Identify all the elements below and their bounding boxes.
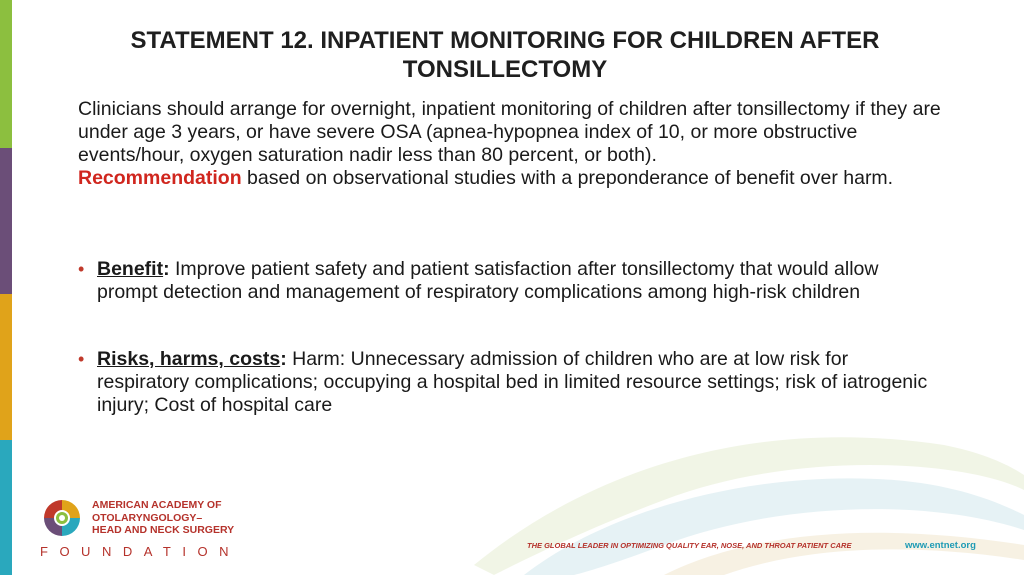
org-line: HEAD AND NECK SURGERY xyxy=(92,524,235,536)
recommendation-label: Recommendation xyxy=(78,167,242,189)
side-color-bar xyxy=(0,0,12,575)
bullet-colon: : xyxy=(280,348,287,370)
bullet-benefit xyxy=(78,258,938,304)
slide-title: STATEMENT 12. INPATIENT MONITORING FOR CHILDREN AFTER TONSILLECTOMY xyxy=(130,27,880,83)
bullet-risks xyxy=(78,348,938,417)
statement-text xyxy=(78,98,958,190)
bullet-text: Harm: Unnecessary admission of children who are at low risk for respiratory complications; occupying a hospital bed in limited resource settings; risk of iatrogenic injury; Cost of hospital care xyxy=(97,348,928,416)
bullet-text: Improve patient safety and patient satisfaction after tonsillectomy that would allow prompt detection and management of respiratory complications among high-risk children xyxy=(97,258,879,303)
bullet-icon: • xyxy=(78,259,85,279)
side-bar-teal xyxy=(0,440,12,575)
bullet-icon: • xyxy=(78,349,85,369)
side-bar-purple xyxy=(0,148,12,294)
aao-hns-swirl-logo-icon xyxy=(40,496,84,540)
statement-intro: Clinicians should arrange for overnight, inpatient monitoring of children after tonsillectomy if they are under age 3 years, or have severe OSA (apnea-hypopnea index of 10, or more obstructive events/hour, oxygen saturation nadir less than 80 percent, or both). xyxy=(78,98,941,166)
side-bar-green xyxy=(0,0,12,148)
org-line: OTOLARYNGOLOGY– xyxy=(92,511,203,524)
foundation-label: FOUNDATION xyxy=(40,544,240,559)
side-bar-orange xyxy=(0,294,12,440)
decorative-swoosh xyxy=(464,415,1024,575)
org-name xyxy=(92,499,234,537)
bullet-term: Risks, harms, costs xyxy=(97,348,281,370)
bullet-list xyxy=(78,258,938,417)
bullet-colon: : xyxy=(163,258,170,280)
recommendation-text: based on observational studies with a preponderance of benefit over harm. xyxy=(241,167,894,189)
footer-tagline: THE GLOBAL LEADER IN OPTIMIZING QUALITY EAR, NOSE, AND THROAT PATIENT CARE xyxy=(527,541,852,550)
footer-url[interactable]: www.entnet.org xyxy=(905,540,976,551)
bullet-term: Benefit xyxy=(97,258,164,280)
org-line: AMERICAN ACADEMY OF xyxy=(92,499,222,511)
